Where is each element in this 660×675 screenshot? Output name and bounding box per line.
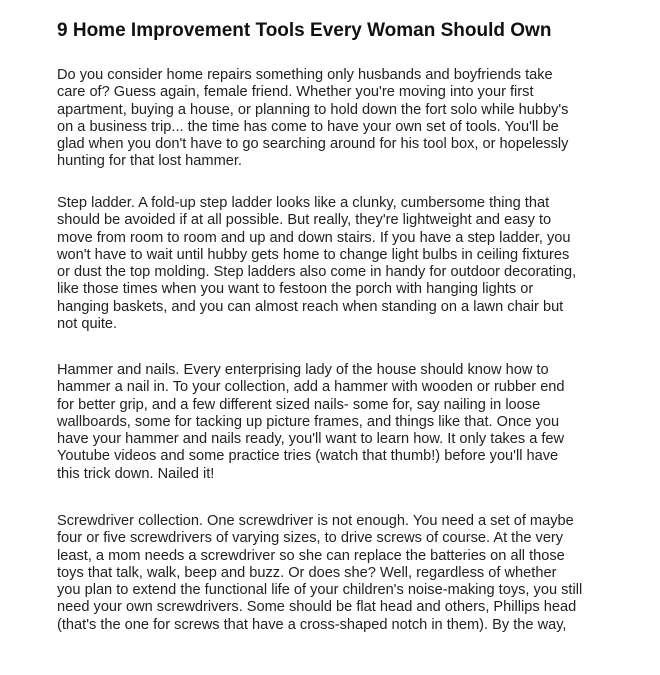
article-title: 9 Home Improvement Tools Every Woman Should Own [57,20,552,41]
hammer-nails-paragraph: Hammer and nails. Every enterprising lady of the house should know how to hammer a nail in. To your collection, add a hammer with wooden or rubber end for better grip, and a few different sized nails- some for, say nailing in loose wallboards, some for tacking up picture frames, and things like that. Once you have your hammer and nails ready, you'll want to learn how. It only takes a few Youtube videos and some practice tries (watch that thumb!) before you'll have this trick down. Nailed it! [57,362,565,482]
intro-paragraph: Do you consider home repairs something only husbands and boyfriends take care of? Guess again, female friend. Whether you're moving into your first apartment, buying a house, or planning to hold down the fort solo while hubby's on a business trip... the time has come to have your own set of tools. You'll be glad when you don't have to go searching around for his tool box, or hopelessly hunting for that lost hammer. [57,67,569,170]
step-ladder-paragraph: Step ladder. A fold-up step ladder looks like a clunky, cumbersome thing that should be avoided if at all possible. But really, they're lightweight and easy to move from room to room and up and down stairs. If you have a step ladder, you won't have to wait until hubby gets home to change light bulbs in ceiling fixtures or dust the top molding. Step ladders also come in handy for outdoor decorating, like those times when you want to festoon the porch with hanging lights or hanging baskets, and you can almost reach when standing on a lawn chair but not quite. [57,195,577,333]
article [57,0,637,633]
screwdriver-paragraph: Screwdriver collection. One screwdriver is not enough. You need a set of maybe four or five screwdrivers of varying sizes, to drive screws of course. At the very least, a mom needs a screwdriver so she can replace the batteries on all those toys that talk, walk, beep and buzz. Or does she? Well, regardless of whether you plan to extend the functional life of your children's noise-making toys, you still need your own screwdrivers. Some should be flat head and others, Phillips head (that's the one for screws that have a cross-shaped notch in them). By the way, [57,513,583,633]
